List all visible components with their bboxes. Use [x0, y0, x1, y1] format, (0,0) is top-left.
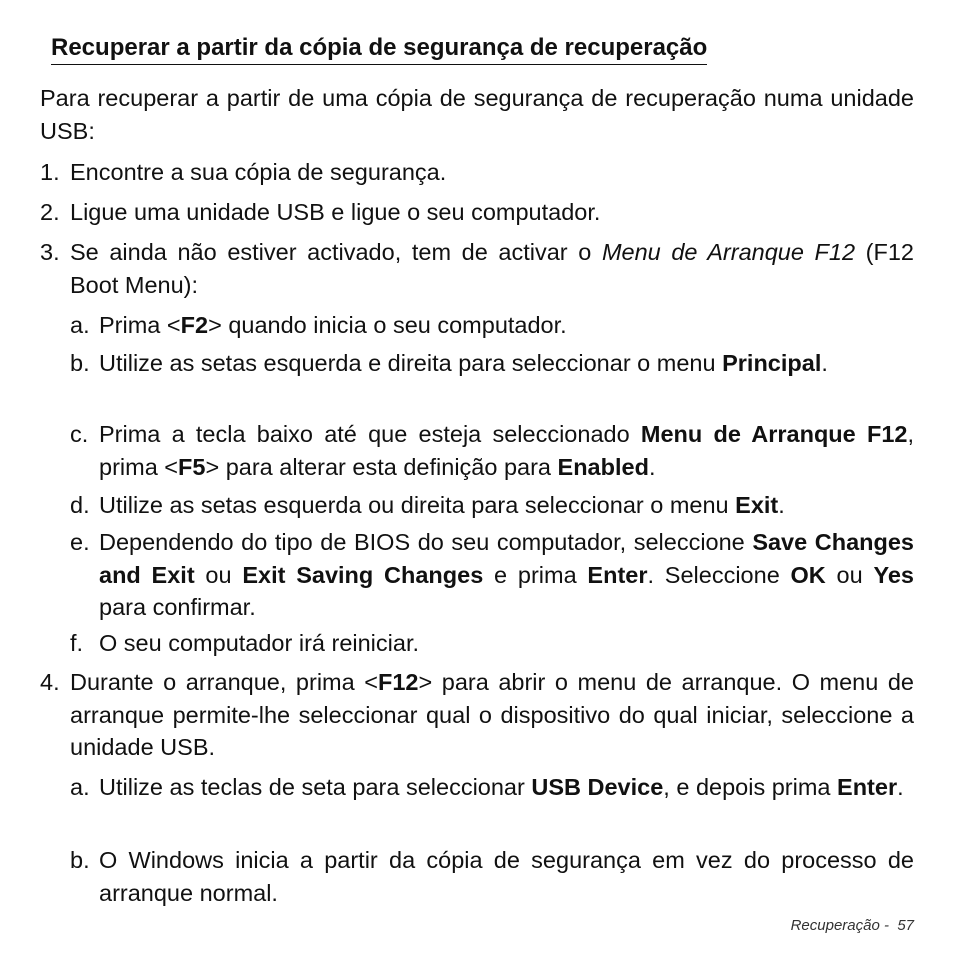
step-text: Ligue uma unidade USB e ligue o seu computador. — [70, 199, 601, 225]
substep-letter: d. — [70, 492, 90, 518]
substep-letter: c. — [70, 421, 89, 447]
section-heading: Recuperar a partir da cópia de segurança de recuperação — [51, 33, 707, 65]
intro-paragraph: Para recuperar a partir de uma cópia de segurança de recuperação numa unidade USB: — [40, 85, 914, 144]
step-number: 3. — [40, 239, 60, 265]
substep-letter: a. — [70, 312, 90, 338]
step-text: Encontre a sua cópia de segurança. — [70, 159, 447, 185]
substep-letter: a. — [70, 774, 90, 800]
substep-text: Dependendo do tipo de BIOS do seu computador, seleccione Save Changes and Exit ou Exit Saving Changes e prima Enter. Seleccione OK ou Yes para confirmar. — [99, 529, 914, 620]
substep-text: O Windows inicia a partir da cópia de segurança em vez do processo de arranque normal. — [99, 847, 914, 906]
substep-text: Prima a tecla baixo até que esteja seleccionado Menu de Arranque F12, prima <F5> para alterar esta definição para Enabled. — [99, 421, 914, 480]
page-footer: Recuperação - 57 — [790, 917, 914, 934]
substep-text: Utilize as teclas de seta para seleccionar USB Device, e depois prima Enter. — [99, 774, 904, 800]
substep-letter: b. — [70, 350, 90, 376]
step-number: 1. — [40, 159, 60, 185]
substep-letter: b. — [70, 847, 90, 873]
substep-text: Prima <F2> quando inicia o seu computador. — [99, 312, 567, 338]
step-text: Durante o arranque, prima <F12> para abrir o menu de arranque. O menu de arranque permite-lhe seleccionar qual o dispositivo do qual iniciar, seleccione a unidade USB. — [70, 669, 914, 760]
substep-text: Utilize as setas esquerda e direita para seleccionar o menu Principal. — [99, 350, 828, 376]
step-text: Se ainda não estiver activado, tem de activar o Menu de Arranque F12 (F12 Boot Menu): — [70, 239, 914, 298]
substep-letter: f. — [70, 630, 84, 656]
substep-text: O seu computador irá reiniciar. — [99, 630, 420, 656]
step-number: 4. — [40, 669, 60, 695]
substep-text: Utilize as setas esquerda ou direita para seleccionar o menu Exit. — [99, 492, 785, 518]
substep-letter: e. — [70, 529, 90, 555]
step-number: 2. — [40, 199, 60, 225]
